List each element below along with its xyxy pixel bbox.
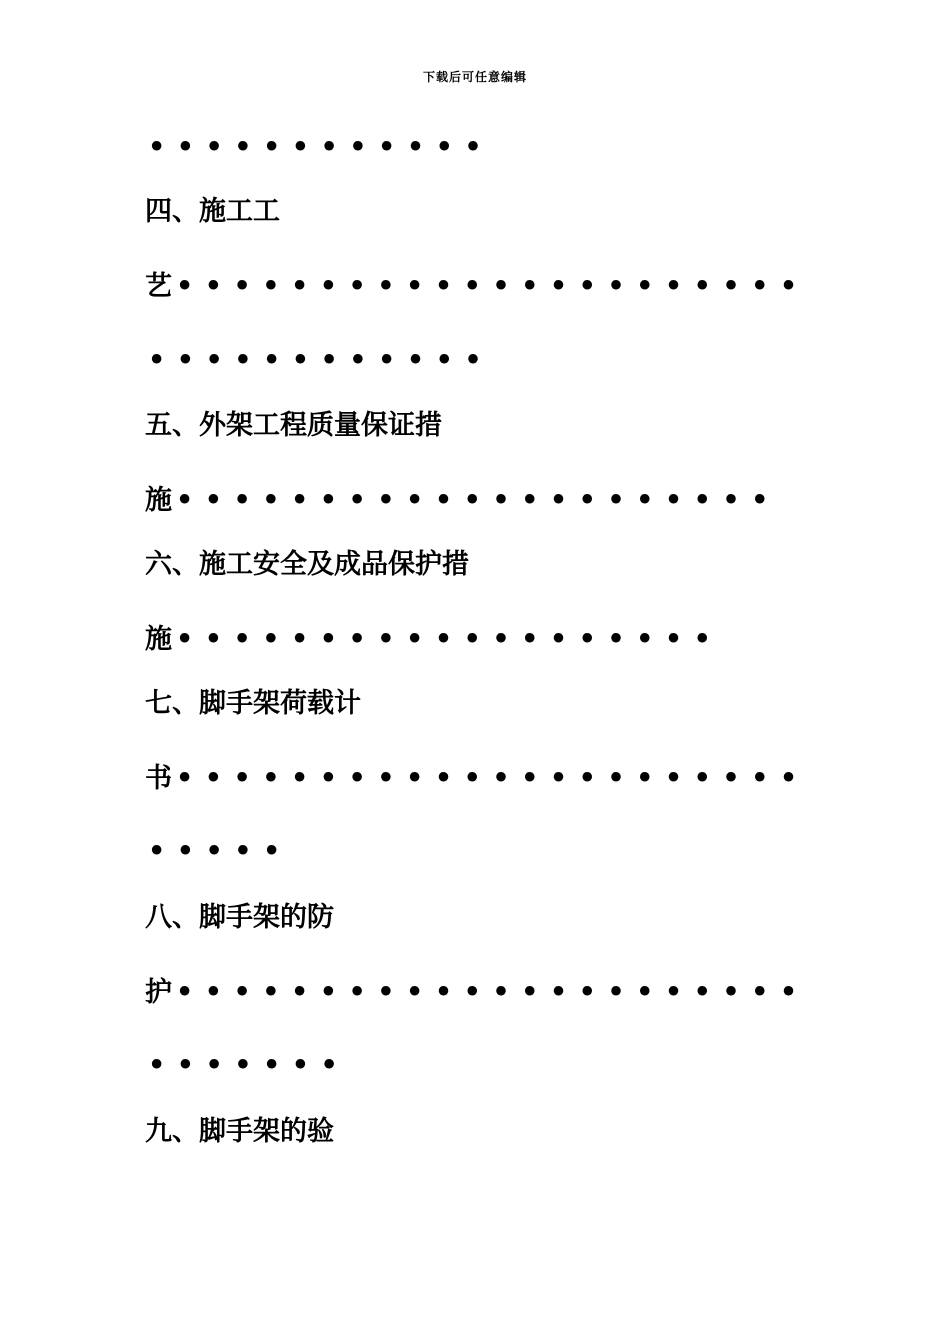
toc-leader-dots: ••••••••••••••••••• (176, 624, 723, 655)
toc-entry-section-6-continued: 施 (145, 624, 172, 655)
toc-entry-section-5: 五、外架工程质量保证措 (145, 410, 442, 441)
toc-entry-section-4-continued: 艺 (145, 271, 172, 302)
toc-entry-section-4: 四、施工工 (145, 196, 280, 227)
toc-entry-section-5-continued: 施 (145, 485, 172, 516)
toc-entry-section-9: 九、脚手架的验 (145, 1116, 334, 1147)
toc-leader-dots: ••••••• (148, 1050, 350, 1081)
toc-leader-dots: •••••••••••••••••••••• (176, 271, 809, 302)
page-header: 下载后可任意编辑 (422, 70, 527, 84)
toc-leader-dots: •••••••••••••••••••••• (176, 977, 809, 1008)
toc-entry-section-6: 六、施工安全及成品保护措 (145, 549, 469, 580)
toc-leader-dots: ••••• (148, 836, 292, 867)
toc-entry-section-8: 八、脚手架的防 (145, 902, 334, 933)
toc-entry-section-7: 七、脚手架荷载计 (145, 688, 361, 719)
toc-leader-dots: •••••••••••• (148, 132, 494, 163)
toc-leader-dots: ••••••••••••••••••••• (176, 485, 780, 516)
toc-entry-section-8-continued: 护 (145, 977, 172, 1008)
toc-leader-dots: •••••••••••• (148, 345, 494, 376)
toc-leader-dots: •••••••••••••••••••••• (176, 763, 809, 794)
toc-entry-section-7-continued: 书 (145, 763, 172, 794)
